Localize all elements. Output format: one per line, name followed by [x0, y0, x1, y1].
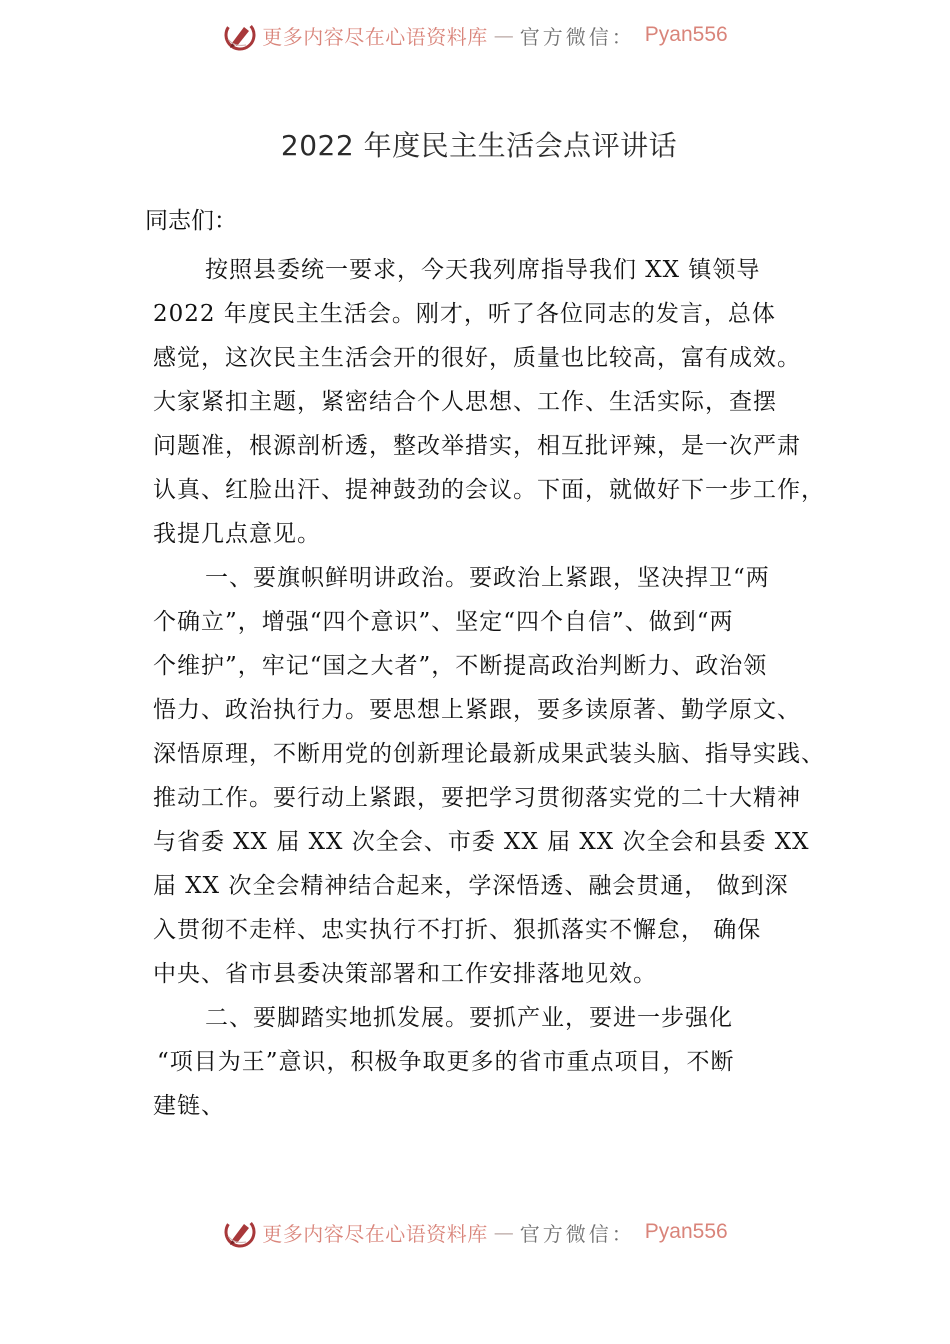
section-heading-line: 一、要旗帜鲜明讲政治。要政治上紧跟，坚决捍卫“两	[205, 565, 770, 591]
body-line: 我提几点意见。	[153, 521, 321, 547]
body-line: 入贯彻不走样、忠实执行不打折、狠抓落实不懈怠， 确保	[153, 917, 762, 943]
pen-nib-logo-icon	[222, 17, 258, 53]
document-title: 2022 年度民主生活会点评讲话	[280, 129, 678, 162]
body-line: 个维护”，牢记“国之大者”，不断提高政治判断力、政治领	[153, 653, 768, 679]
body-line: 悟力、政治执行力。要思想上紧跟，要多读原著、勤学原文、	[153, 697, 801, 723]
document-body	[153, 250, 833, 1130]
pen-nib-logo-icon	[222, 1214, 258, 1250]
section-heading-line: 二、要脚踏实地抓发展。要抓产业，要进一步强化	[205, 1005, 733, 1031]
salutation: 同志们：	[145, 208, 237, 234]
watermark-dash: —	[493, 1220, 514, 1244]
watermark-site-text: 更多内容尽在心语资料库	[262, 1221, 488, 1246]
watermark-wechat-id: Pyan556	[644, 1220, 728, 1243]
watermark-wechat-label: 官方微信：	[519, 24, 635, 49]
body-line: 届 XX 次全会精神结合起来，学深悟透、融会贯通， 做到深	[153, 873, 789, 899]
body-line: 大家紧扣主题，紧密结合个人思想、工作、生活实际，查摆	[153, 389, 777, 415]
body-line: 感觉，这次民主生活会开的很好，质量也比较高，富有成效。	[153, 345, 801, 371]
watermark-wechat-id: Pyan556	[644, 23, 728, 46]
body-line: 中央、省市县委决策部署和工作安排落地见效。	[153, 961, 657, 987]
body-line: 按照县委统一要求，今天我列席指导我们 XX 镇领导	[205, 257, 761, 283]
body-line: 问题准，根源剖析透，整改举措实，相互批评辣，是一次严肃	[153, 433, 801, 459]
body-line: “项目为王”意识，积极争取更多的省市重点项目，不断	[157, 1049, 735, 1075]
body-line: 深悟原理，不断用党的创新理论最新成果武装头脑、指导实践、	[153, 741, 825, 767]
watermark-dash: —	[493, 23, 514, 47]
body-line: 个确立”，增强“四个意识”、坚定“四个自信”、做到“两	[153, 609, 734, 635]
body-line: 与省委 XX 届 XX 次全会、市委 XX 届 XX 次全会和县委 XX	[153, 829, 810, 855]
watermark-wechat-label: 官方微信：	[519, 1221, 635, 1246]
body-line: 2022 年度民主生活会。刚才，听了各位同志的发言，总体	[153, 301, 776, 327]
watermark-site-text: 更多内容尽在心语资料库	[262, 24, 488, 49]
body-line: 认真、红脸出汗、提神鼓劲的会议。下面，就做好下一步工作，	[153, 477, 825, 503]
header-watermark	[0, 15, 950, 55]
body-line: 推动工作。要行动上紧跟，要把学习贯彻落实党的二十大精神	[153, 785, 801, 811]
body-line: 建链、	[153, 1093, 225, 1119]
footer-watermark	[0, 1212, 950, 1252]
